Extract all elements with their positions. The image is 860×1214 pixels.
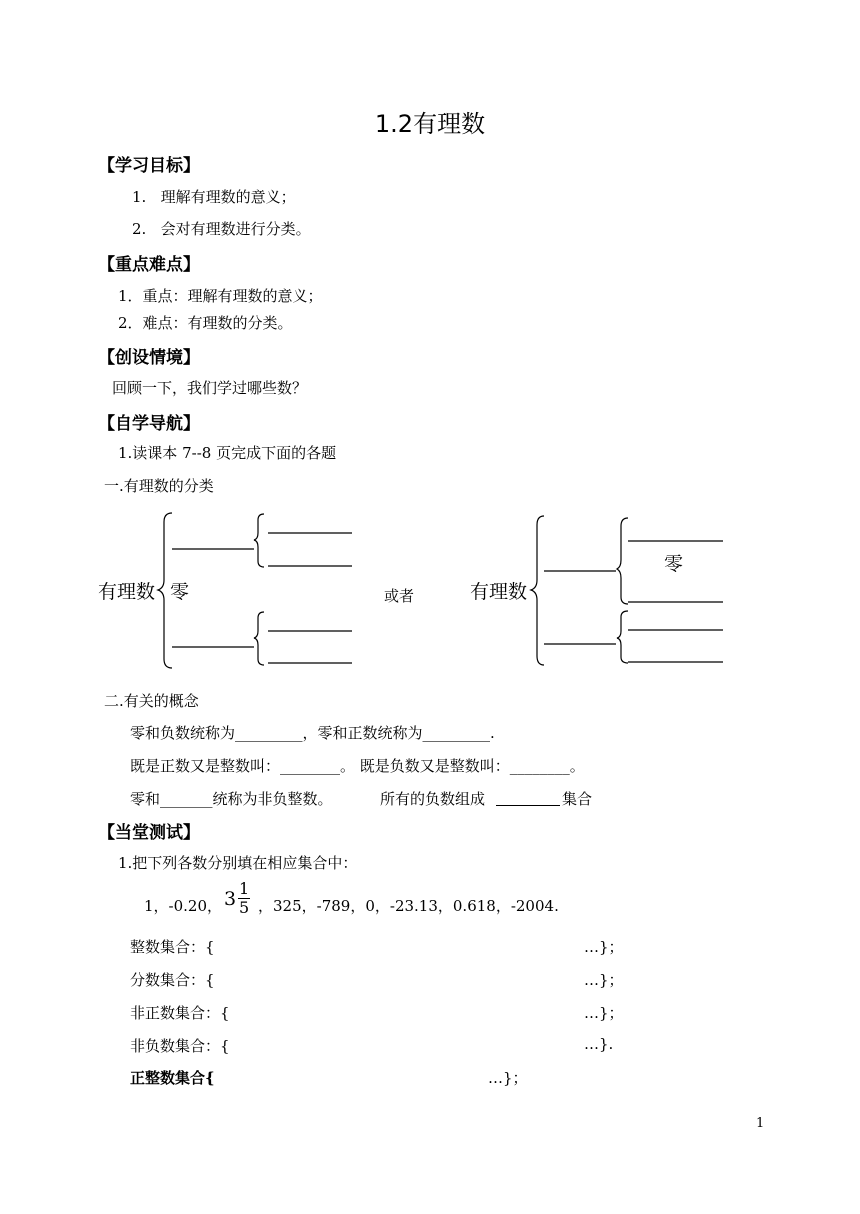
key-point-item: 2．难点：有理数的分类。: [118, 314, 293, 332]
number-list-end: ，325，-789，0，-23.13，0.618，-2004.: [258, 897, 559, 915]
section-heading-scenario: 【创设情境】: [98, 348, 200, 368]
set-label: 正整数集合{: [130, 1069, 215, 1087]
diagram-right-zero: 零: [664, 553, 684, 575]
right-main-brace: [531, 516, 544, 665]
set-label: 非负数集合：{: [130, 1037, 230, 1055]
mixed-number-numerator: 1: [239, 879, 250, 898]
set-label: 非正数集合：{: [130, 1004, 230, 1022]
set-label: 整数集合：{: [130, 938, 215, 956]
concept-line: 既是正数又是整数叫：________。 既是负数又是整数叫：________。: [130, 757, 585, 775]
study-instruction: 1.读课本 7--8 页完成下面的各题: [118, 444, 337, 462]
set-end: …}；: [584, 1004, 624, 1022]
concept-line: 零和负数统称为_________，零和正数统称为_________.: [130, 724, 495, 742]
diagram-left-zero: 零: [170, 581, 190, 603]
mixed-number-whole: 3: [224, 887, 237, 910]
left-lower-sub-brace: [254, 612, 264, 665]
right-upper-sub-brace: [617, 518, 628, 604]
section-heading-self-study: 【自学导航】: [98, 414, 200, 434]
set-end: …}；: [488, 1069, 528, 1087]
set-label: 分数集合：{: [130, 971, 215, 989]
objective-item: 1. 理解有理数的意义；: [132, 188, 296, 206]
mixed-number-denominator: 5: [239, 898, 250, 917]
key-point-item: 1．重点：理解有理数的意义；: [118, 287, 323, 305]
section-heading-test: 【当堂测试】: [98, 823, 200, 843]
left-upper-sub-brace: [254, 514, 264, 567]
scenario-text: 回顾一下，我们学过哪些数？: [112, 379, 308, 397]
diagram-or-text: 或者: [384, 587, 415, 605]
diagram-left-label: 有理数: [98, 581, 156, 603]
section-heading-objectives: 【学习目标】: [98, 156, 200, 176]
set-end: …}；: [584, 938, 624, 956]
set-end: …}；: [584, 971, 624, 989]
page-title: 1.2有理数: [374, 110, 486, 138]
concept-line: 集合: [562, 790, 593, 808]
objective-item: 2. 会对有理数进行分类。: [132, 220, 311, 238]
test-question: 1.把下列各数分别填在相应集合中：: [118, 854, 358, 872]
blank-line: [496, 805, 560, 806]
diagram-right-label: 有理数: [470, 581, 528, 603]
concept-line: 零和_______统称为非负整数。: [130, 790, 333, 808]
part2-title: 二.有关的概念: [104, 692, 199, 710]
section-heading-key-points: 【重点难点】: [98, 255, 200, 275]
number-list-start: 1，-0.20，: [144, 897, 223, 915]
set-end: …}.: [584, 1035, 614, 1053]
part1-title: 一.有理数的分类: [104, 477, 214, 495]
concept-line: 所有的负数组成: [380, 790, 486, 808]
right-lower-sub-brace: [617, 611, 628, 663]
mixed-number: [224, 880, 250, 917]
page-number: 1: [756, 1116, 765, 1131]
